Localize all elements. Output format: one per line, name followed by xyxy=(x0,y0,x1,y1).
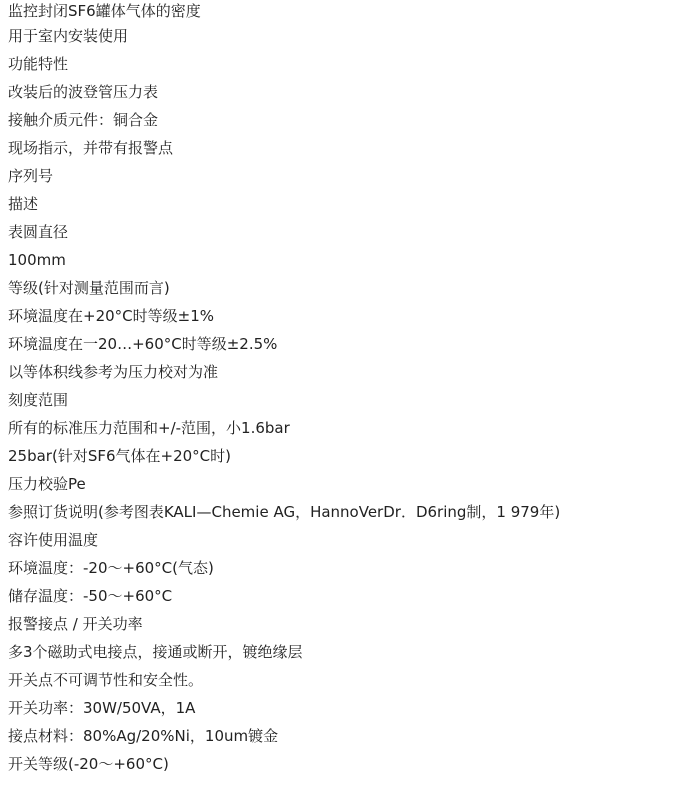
text-line: 25bar(针对SF6气体在+20°C时) xyxy=(8,447,231,465)
text-line: 序列号 xyxy=(8,167,54,185)
text-line: 开关等级(-20～+60°C) xyxy=(8,755,169,773)
text-line: 以等体积线参考为压力校对为准 xyxy=(8,363,219,381)
text-line: 接点材料：80%Ag/20%Ni，10um镀金 xyxy=(8,727,279,745)
text-line: 开关点不可调节性和安全性。 xyxy=(8,671,204,689)
text-line: 表圆直径 xyxy=(8,223,69,241)
text-line: 报警接点 / 开关功率 xyxy=(8,615,143,633)
text-line: 容许使用温度 xyxy=(8,531,99,549)
text-line: 等级(针对测量范围而言) xyxy=(8,279,170,297)
text-line: 压力校验Pe xyxy=(8,475,86,493)
text-line: 现场指示，并带有报警点 xyxy=(8,139,174,157)
text-line: 环境温度：-20～+60°C(气态) xyxy=(8,559,214,577)
text-line: 功能特性 xyxy=(8,55,69,73)
text-line: 刻度范围 xyxy=(8,391,69,409)
text-line: 描述 xyxy=(8,195,39,213)
text-line: 多3个磁助式电接点，接通或断开，镀绝缘层 xyxy=(8,643,303,661)
text-line: 接触介质元件：铜合金 xyxy=(8,111,159,129)
text-line: 所有的标准压力范围和+/-范围，小1.6bar xyxy=(8,419,290,437)
text-line: 参照订货说明(参考图表KALI—Chemie AG，HannoVerDr．D6ring制，1 979年) xyxy=(8,503,561,521)
text-line: 改装后的波登管压力表 xyxy=(8,83,159,101)
text-line: 储存温度：-50～+60°C xyxy=(8,587,173,605)
text-line: 监控封闭SF6罐体气体的密度 xyxy=(8,2,201,20)
text-line: 开关功率：30W/50VA，1A xyxy=(8,699,196,717)
text-line: 环境温度在+20°C时等级±1% xyxy=(8,307,214,325)
text-line: 100mm xyxy=(8,251,66,269)
text-line: 用于室内安装使用 xyxy=(8,27,129,45)
text-line: 环境温度在一20…+60°C时等级±2.5% xyxy=(8,335,278,353)
